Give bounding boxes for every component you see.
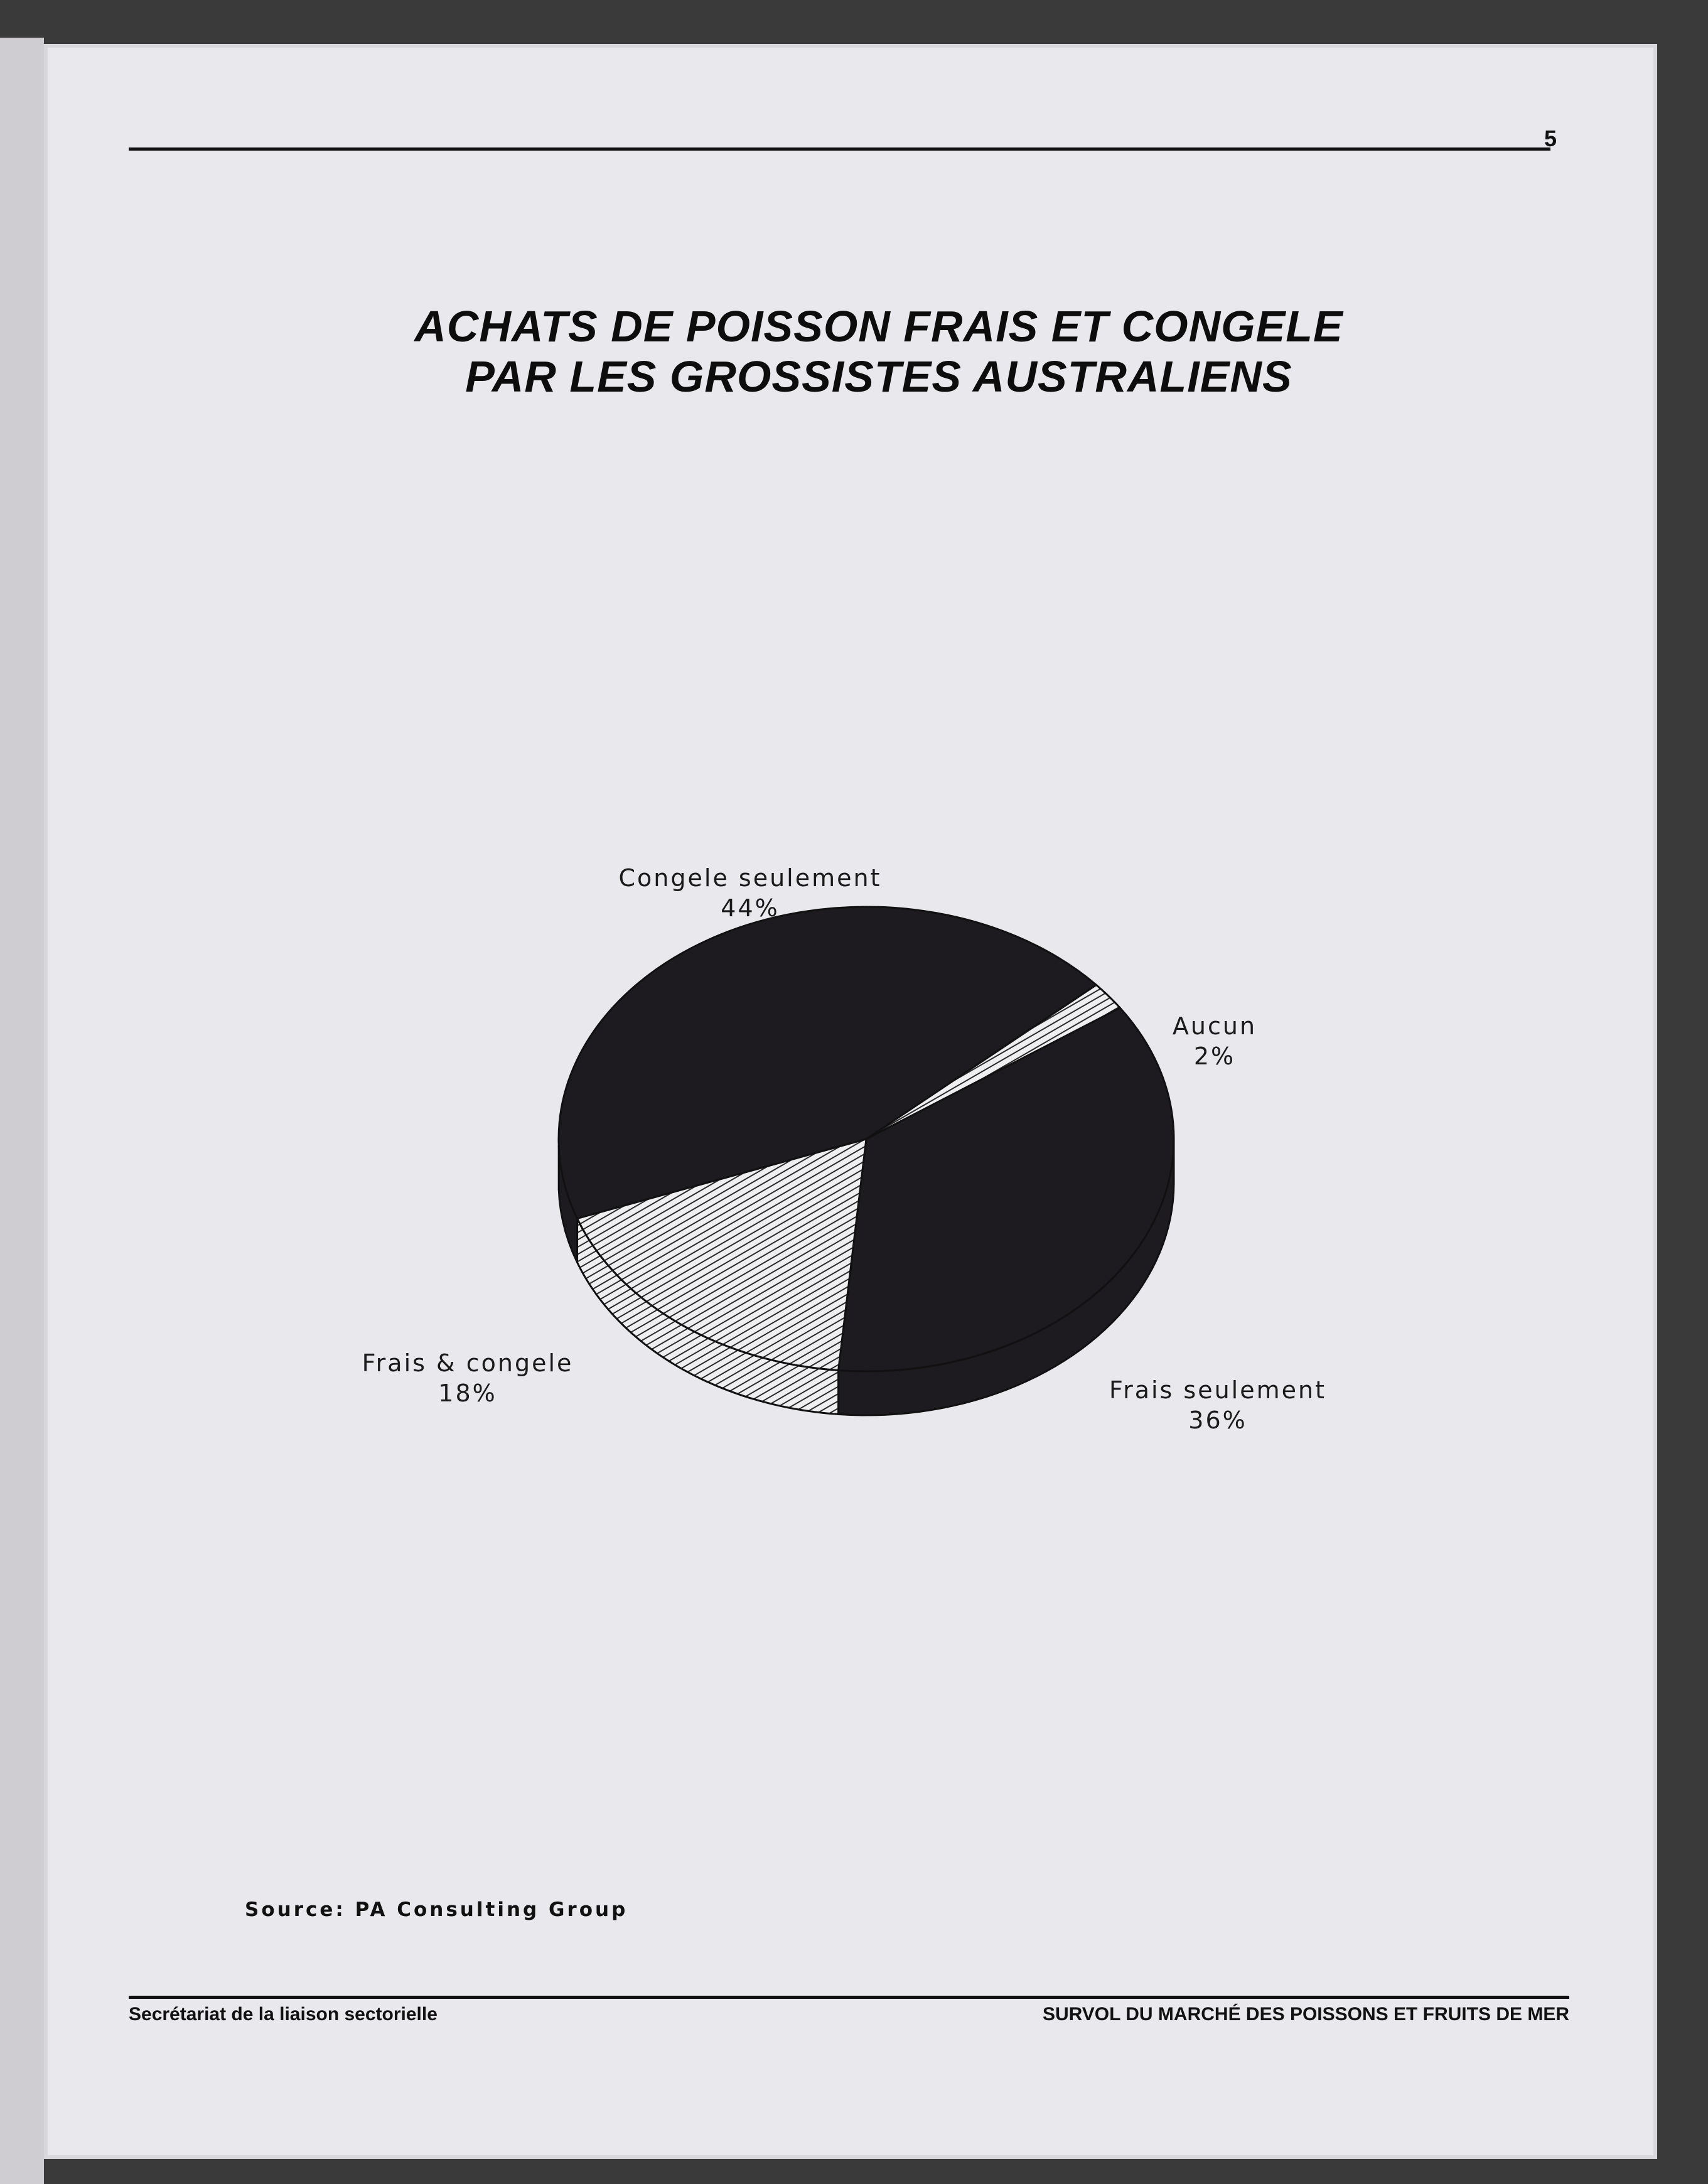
source-note: Source: PA Consulting Group [245,1898,628,1921]
page-number: 5 [1544,126,1557,151]
slice-label: Frais seulement [1109,1376,1327,1404]
slice-value-label: 36% [1188,1406,1247,1434]
footer-right: SURVOL DU MARCHÉ DES POISSONS ET FRUITS DE MER [1043,2004,1569,2025]
slice-value-label: 18% [438,1379,497,1407]
bottom-rule [129,1996,1569,1999]
chart-title-line-1: ACHATS DE POISSON FRAIS ET CONGELE [414,302,1343,351]
slice-value-label: 2% [1193,1042,1236,1070]
slice-value-label: 44% [721,894,780,922]
slice-label: Frais & congele [362,1349,574,1377]
footer-left: Secrétariat de la liaison sectorielle [129,2004,438,2025]
slice-label: Aucun [1172,1012,1257,1040]
chart-title-line-2: PAR LES GROSSISTES AUSTRALIENS [465,352,1292,401]
slice-label: Congele seulement [618,864,882,892]
